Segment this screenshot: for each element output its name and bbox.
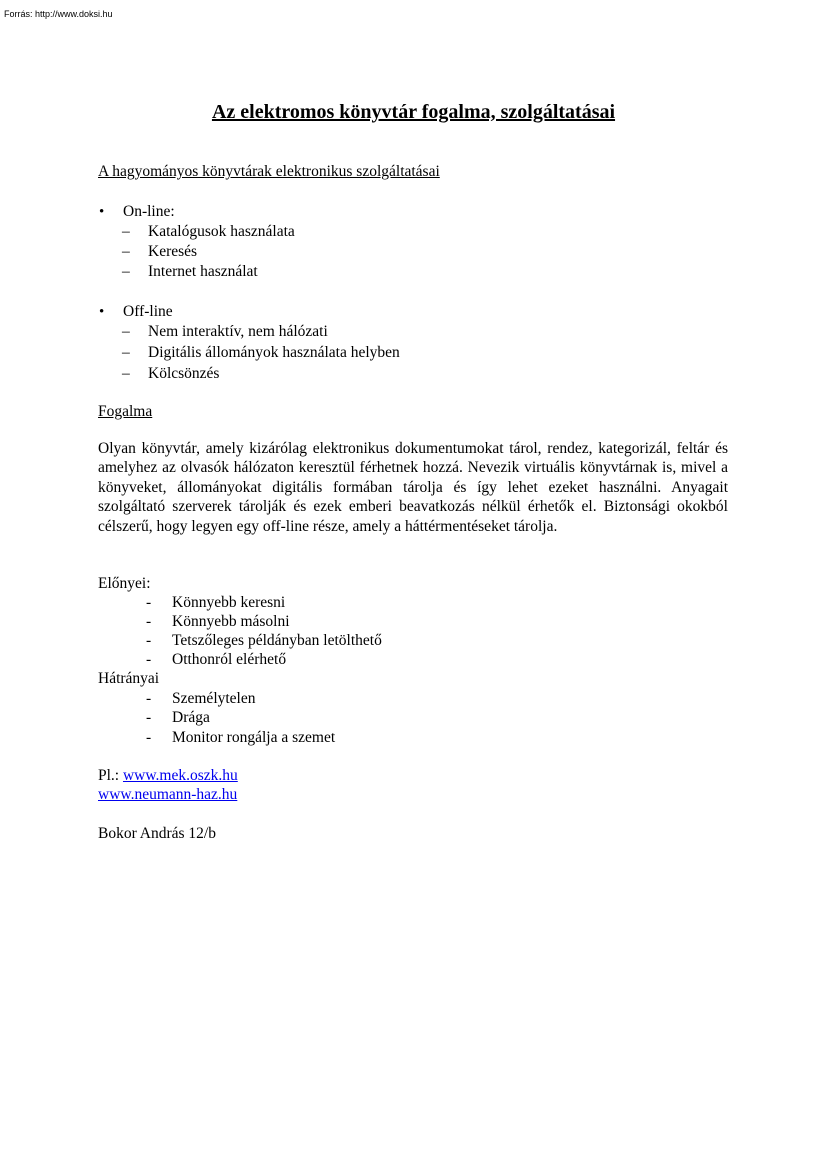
link-neumann[interactable]: www.neumann-haz.hu bbox=[98, 786, 238, 803]
elonyei-item: Otthonról elérhető bbox=[172, 651, 287, 668]
offline-label: Off-line bbox=[123, 303, 173, 320]
links-prefix: Pl.: bbox=[98, 767, 120, 784]
fogalma-heading: Fogalma bbox=[98, 403, 153, 420]
fogalma-paragraph: Olyan könyvtár, amely kizárólag elektronikus dokumentumokat tárol, rendez, kategorizál, feltár és amelyhez az olvasók hálózaton keresztül férhetnek hozzá. Nevezik virtuális könyvtárnak is, mivel a könyveket, állományokat digitális formában tárolja és így lehet ezeket használni. Anyagait szolgáltató szerverek tárolják és ezek emberi beavatkozás nélkül érhetők el. Biztonsági okokból célszerű, hogy legyen egy off-line része, amely a háttérmentéseket tárolja. bbox=[98, 440, 728, 535]
offline-item: Digitális állományok használata helyben bbox=[148, 344, 400, 361]
hyphen-icon: - bbox=[146, 632, 152, 649]
elonyei-item: Könnyebb másolni bbox=[172, 613, 290, 630]
links-row-2 bbox=[98, 785, 237, 805]
online-item: Internet használat bbox=[148, 263, 258, 280]
links-row bbox=[98, 766, 238, 786]
hatranyai-item: Drága bbox=[172, 709, 210, 726]
author: Bokor András 12/b bbox=[98, 825, 216, 842]
elonyei-item: Tetszőleges példányban letölthető bbox=[172, 632, 382, 649]
hyphen-icon: - bbox=[146, 651, 152, 668]
hyphen-icon: - bbox=[146, 729, 152, 746]
online-item: Keresés bbox=[148, 243, 198, 260]
hyphen-icon: - bbox=[146, 594, 152, 611]
dash-icon: – bbox=[122, 365, 130, 382]
offline-item: Kölcsönzés bbox=[148, 365, 220, 382]
dash-icon: – bbox=[122, 223, 130, 240]
bullet-icon: • bbox=[99, 304, 105, 320]
online-label: On-line: bbox=[123, 203, 175, 220]
link-mek[interactable]: www.mek.oszk.hu bbox=[122, 767, 238, 784]
hatranyai-item: Személytelen bbox=[172, 690, 256, 707]
hatranyai-item: Monitor rongálja a szemet bbox=[172, 729, 336, 746]
page-title: Az elektromos könyvtár fogalma, szolgáltatásai bbox=[211, 101, 616, 123]
dash-icon: – bbox=[122, 243, 130, 260]
dash-icon: – bbox=[122, 344, 130, 361]
offline-item: Nem interaktív, nem hálózati bbox=[148, 323, 328, 340]
bullet-icon: • bbox=[99, 204, 105, 220]
hyphen-icon: - bbox=[146, 690, 152, 707]
elonyei-item: Könnyebb keresni bbox=[172, 594, 286, 611]
dash-icon: – bbox=[122, 263, 130, 280]
hyphen-icon: - bbox=[146, 709, 152, 726]
online-item: Katalógusok használata bbox=[148, 223, 295, 240]
section-subtitle: A hagyományos könyvtárak elektronikus szolgáltatásai bbox=[98, 163, 440, 180]
hatranyai-label: Hátrányai bbox=[98, 670, 160, 687]
source-url: Forrás: http://www.doksi.hu bbox=[4, 9, 113, 19]
elonyei-label: Előnyei: bbox=[98, 575, 151, 592]
hyphen-icon: - bbox=[146, 613, 152, 630]
dash-icon: – bbox=[122, 323, 130, 340]
